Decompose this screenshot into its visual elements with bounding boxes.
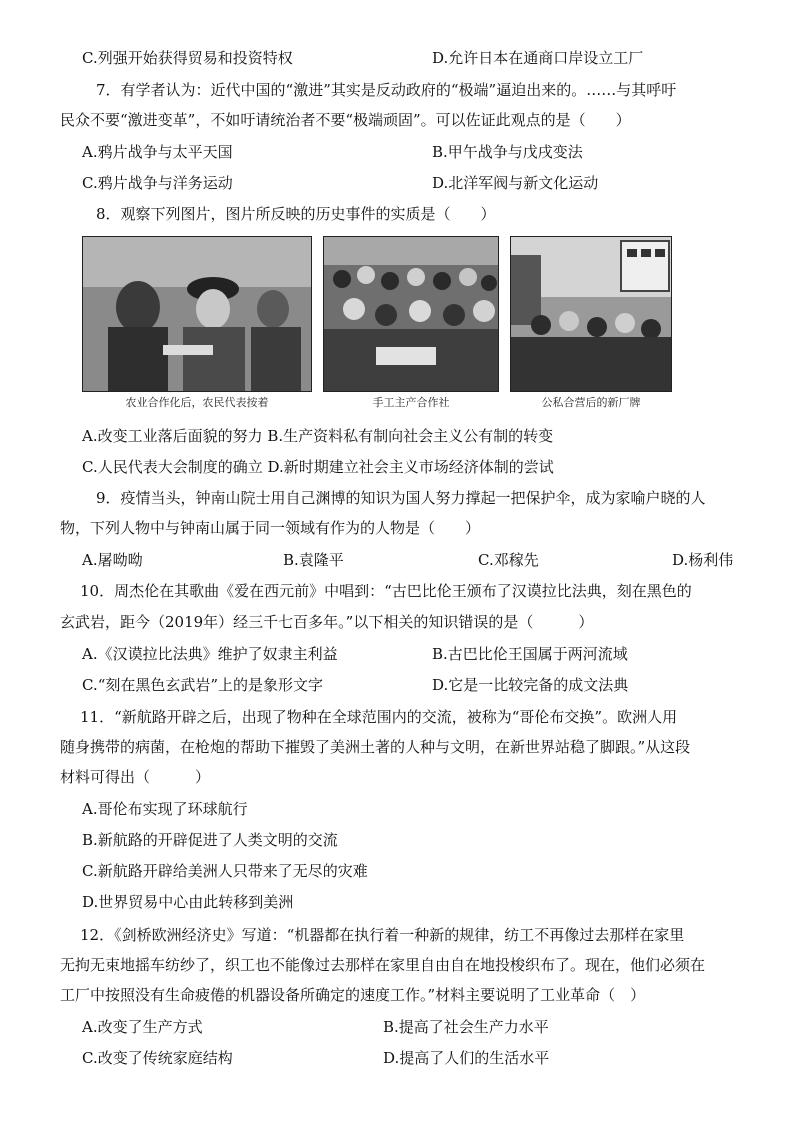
q11-stem-line-2: 随身携带的病菌，在枪炮的帮助下摧毁了美洲土著的人种与文明，在新世界站稳了脚跟。”从这段 [60,738,691,756]
option-d: D.北洋军阀与新文化运动 [432,174,599,192]
q11-stem-line-3: 材料可得出（ ） [60,768,211,786]
q7-stem-line-1: 7．有学者认为：近代中国的“激进”其实是反动政府的“极端”逼迫出来的。……与其呼吁 [96,81,677,99]
option-c: C.新航路开辟给美洲人只带来了无尽的灾难 [82,862,368,880]
q8-options-row-2 [0,456,793,478]
q10-stem-line-1: 10．周杰伦在其歌曲《爱在西元前》中唱到：“古巴比伦王颁布了汉谟拉比法典，刻在黑色的 [80,582,692,600]
option-d: D.允许日本在通商口岸设立工厂 [432,49,644,67]
option-cd: C.人民代表大会制度的确立 D.新时期建立社会主义市场经济体制的尝试 [82,458,554,476]
option-a: A.鸦片战争与太平天国 [82,143,233,161]
q11-option-row-d [0,891,793,913]
photo-cooperative-image [83,237,312,392]
option-c: C.邓稼先 [478,551,539,569]
q7-stem-line-2: 民众不要“激进变革”，不如吁请统治者不要“极端顽固”。可以佐证此观点的是（ ） [60,111,631,129]
photo-joint-venture-image [511,237,672,392]
q9-stem-line-2: 物，下列人物中与钟南山属于同一领域有作为的人物是（ ） [60,519,481,537]
q10-stem-line-2: 玄武岩，距今（2019年）经三千七百多年。”以下相关的知识错误的是（ ） [60,613,594,631]
option-b: B.袁隆平 [283,551,344,569]
option-d: D.提高了人们的生活水平 [383,1049,550,1067]
option-a: A.改变了生产方式 [82,1018,203,1036]
q10-options-row-1 [0,643,793,665]
q12-stem-line-2: 无拘无束地摇车纺纱了，织工也不能像过去那样在家里自由自在地投梭织布了。现在，他们必须在 [60,956,706,974]
q8-stem: 8．观察下列图片，图片所反映的历史事件的实质是（ ） [96,205,496,223]
option-a: A.哥伦布实现了环球航行 [82,800,248,818]
photo-joint-venture [510,236,672,392]
option-c: C.鸦片战争与洋务运动 [82,174,233,192]
q12-options-row-1 [0,1016,793,1038]
option-c: C.“刻在黑色玄武岩”上的是象形文字 [82,676,324,694]
option-a: A.《汉谟拉比法典》维护了奴隶主利益 [82,645,338,663]
q7-options-row-2 [0,172,793,194]
photo-cooperative [82,236,312,392]
q12-stem-line-3: 工厂中按照没有生命疲倦的机器设备所确定的速度工作。”材料主要说明了工业革命（ ） [60,986,646,1004]
option-b: B.古巴比伦王国属于两河流域 [432,645,628,663]
option-d: D.它是一比较完备的成文法典 [432,676,629,694]
photo-caption: 手工主产合作社 [372,396,450,409]
option-ab: A.改变工业落后面貌的努力 B.生产资料私有制向社会主义公有制的转变 [82,427,554,445]
photo-handicraft [323,236,499,392]
q9-options-row [0,549,793,571]
option-d: D.杨利伟 [672,551,734,569]
q12-options-row-2 [0,1047,793,1069]
option-c: C.改变了传统家庭结构 [82,1049,233,1067]
option-b: B.甲午战争与戊戌变法 [432,143,583,161]
q11-option-row-c [0,860,793,882]
photo-caption: 农业合作化后，农民代表按着 [125,396,269,409]
q11-option-row-b [0,829,793,851]
option-c: C.列强开始获得贸易和投资特权 [82,49,293,67]
q9-stem-line-1: 9．疫情当头，钟南山院士用自己渊博的知识为国人努力撑起一把保护伞，成为家喻户晓的人 [96,489,706,507]
option-b: B.提高了社会生产力水平 [383,1018,549,1036]
q11-stem-line-1: 11．“新航路开辟之后，出现了物种在全球范围内的交流，被称为“哥伦布交换”。欧洲人用 [80,708,678,726]
photo-caption: 公私合营后的新厂牌 [541,396,641,409]
q11-option-row-a [0,798,793,820]
q7-options-row-1 [0,141,793,163]
q8-options-row-1 [0,425,793,447]
q8-photo-strip [82,236,674,418]
option-b: B.新航路的开辟促进了人类文明的交流 [82,831,338,849]
q6-options-row [0,47,793,69]
q12-stem-line-1: 12．《剑桥欧洲经济史》写道：“机器都在执行着一种新的规律，纺工不再像过去那样在家里 [80,926,685,944]
option-d: D.世界贸易中心由此转移到美洲 [82,893,294,911]
photo-handicraft-image [324,237,499,392]
q10-options-row-2 [0,674,793,696]
option-a: A.屠呦呦 [82,551,143,569]
